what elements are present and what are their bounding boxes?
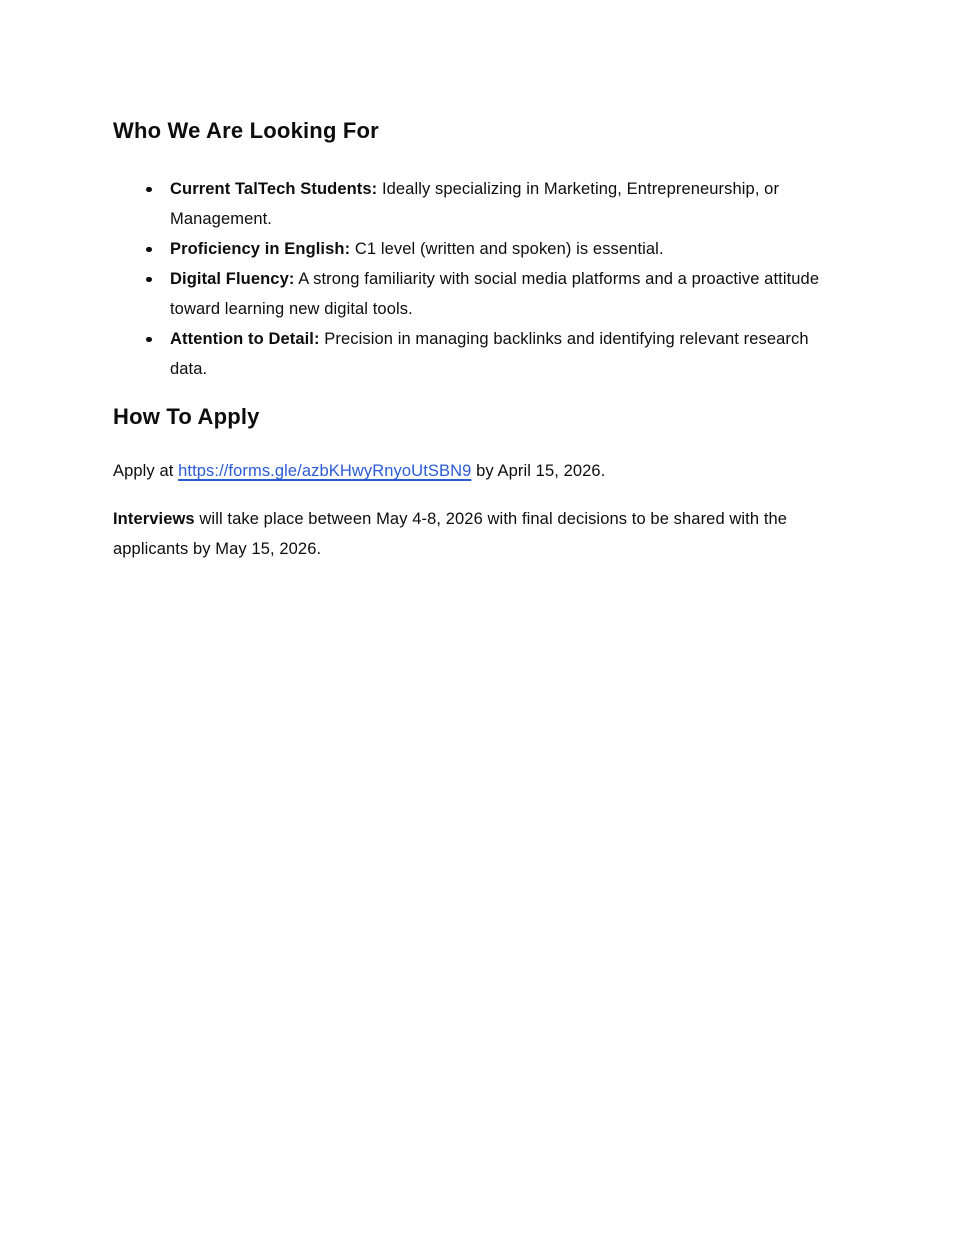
section-heading-who-we-are-looking-for: Who We Are Looking For xyxy=(113,118,379,143)
interviews-text: will take place between May 4-8, 2026 with final decisions to be shared with the applicants by May 15, 2026. xyxy=(113,510,788,558)
bullet-lead: Proficiency in English: xyxy=(170,240,351,258)
bullet-lead: Current TalTech Students: xyxy=(170,180,378,198)
bullet-text: C1 level (written and spoken) is essential. xyxy=(354,240,664,258)
apply-text-after-link: by April 15, 2026. xyxy=(476,462,606,480)
interviews-lead: Interviews xyxy=(113,510,195,528)
list-item-digital-fluency xyxy=(113,264,847,324)
application-form-link[interactable]: https://forms.gle/azbKHwyRnyoUtSBN9 xyxy=(178,462,472,480)
section-heading-how-to-apply: How To Apply xyxy=(113,404,260,429)
apply-paragraph xyxy=(113,456,847,486)
requirements-list xyxy=(113,174,847,384)
bullet-text: Ideally specializing in Marketing, Entrepreneurship, or Management. xyxy=(170,180,780,228)
list-item-attention-to-detail xyxy=(113,324,847,384)
bullet-lead: Attention to Detail: xyxy=(170,330,320,348)
interviews-paragraph xyxy=(113,504,847,564)
apply-text-before-link: Apply at xyxy=(113,462,174,480)
bullet-text: A strong familiarity with social media platforms and a proactive attitude toward learning new digital tools. xyxy=(170,270,820,318)
list-item-proficiency-in-english xyxy=(113,234,847,264)
bullet-text: Precision in managing backlinks and identifying relevant research data. xyxy=(170,330,809,378)
bullet-lead: Digital Fluency: xyxy=(170,270,295,288)
list-item-current-taltech-students xyxy=(113,174,847,234)
